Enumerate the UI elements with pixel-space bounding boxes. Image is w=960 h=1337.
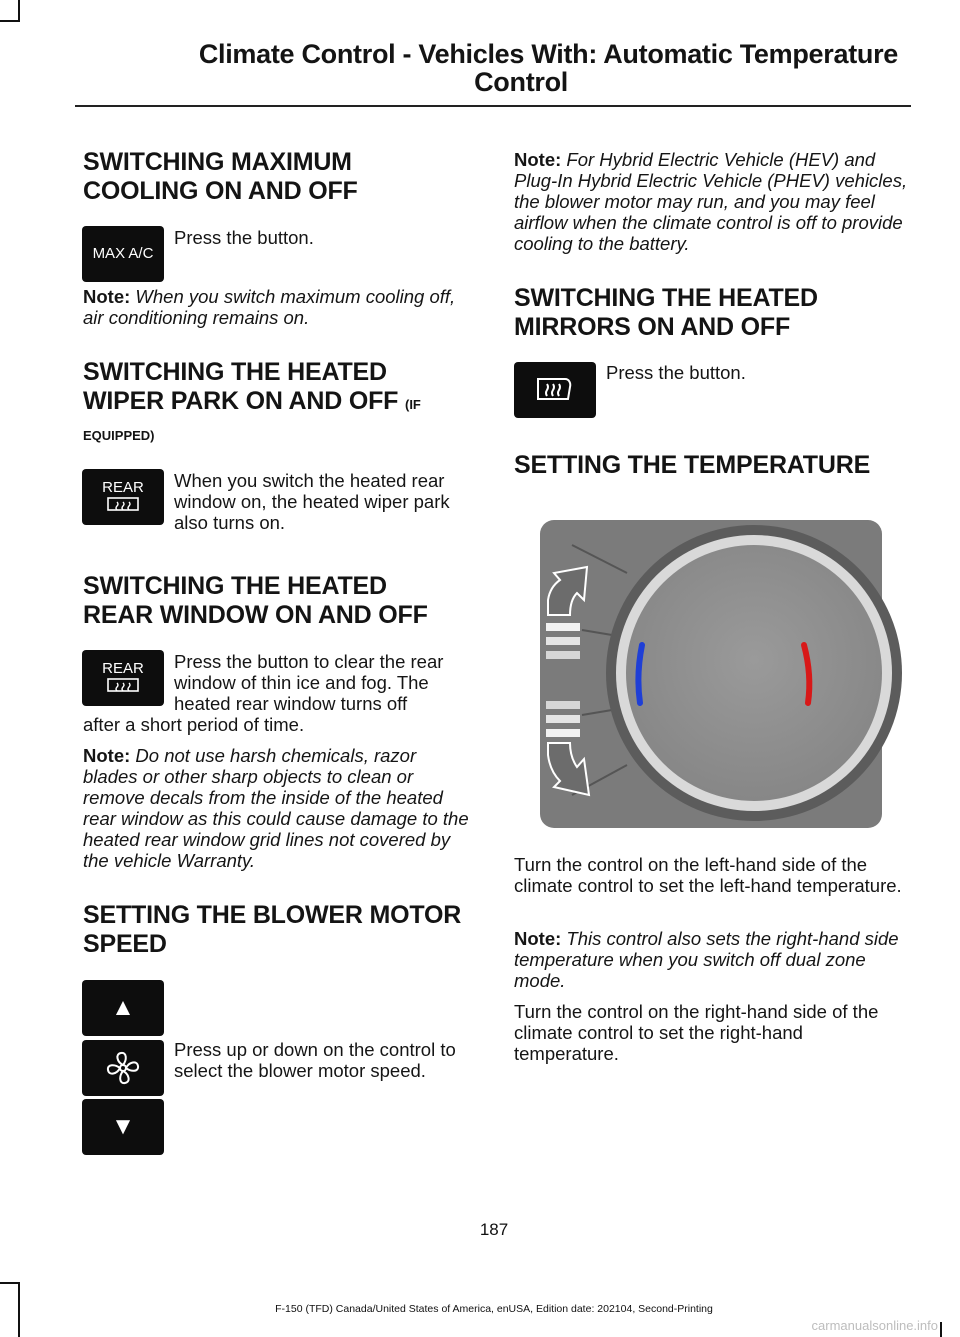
temperature-text-1: Turn the control on the left-hand side of the climate control to set the left-hand temperature. bbox=[514, 854, 902, 896]
rear-defrost-button-image-1 bbox=[82, 469, 164, 525]
fan-icon bbox=[103, 1048, 143, 1088]
rear-label-2: REAR bbox=[102, 660, 144, 677]
heated-wiper-heading: SWITCHING THE HEATED WIPER PARK ON AND OFF (IF bbox=[83, 358, 421, 415]
rear-defrost-button-image-2 bbox=[82, 650, 164, 706]
heated-rear-window-text-cont: after a short period of time. bbox=[83, 714, 305, 735]
heated-mirror-button-image bbox=[514, 362, 596, 418]
defrost-grid-icon bbox=[106, 677, 140, 695]
crop-mark-top-left-v bbox=[18, 0, 20, 22]
rear-label-1: REAR bbox=[102, 479, 144, 496]
crop-mark-bottom-left-h bbox=[0, 1282, 20, 1284]
blower-fan-button-image bbox=[82, 1040, 164, 1096]
max-cooling-heading: SWITCHING MAXIMUM COOLING ON AND OFF bbox=[83, 148, 358, 205]
crop-mark-top-left-h bbox=[0, 20, 20, 22]
page-number: 187 bbox=[479, 1220, 509, 1239]
max-cooling-instruction: Press the button. bbox=[174, 227, 314, 248]
dial-face bbox=[626, 545, 882, 801]
temperature-heading: SETTING THE TEMPERATURE bbox=[514, 451, 871, 479]
temperature-note: Note: This control also sets the right-hand side temperature when you switch off dual zone mode. bbox=[514, 928, 899, 991]
blower-up-button-image bbox=[82, 980, 164, 1036]
page-header bbox=[38, 40, 898, 96]
max-ac-button-image bbox=[82, 226, 164, 282]
heated-wiper-text: When you switch the heated rear window on, the heated wiper park also turns on. bbox=[174, 470, 450, 533]
up-arrow-icon: ▲ bbox=[111, 994, 135, 1021]
header-divider bbox=[75, 105, 911, 107]
temperature-text-2: Turn the control on the right-hand side of the climate control to set the right-hand temperature. bbox=[514, 1001, 879, 1064]
heated-wiper-heading-tag: EQUIPPED) bbox=[83, 428, 155, 443]
heated-mirror-icon bbox=[535, 375, 575, 405]
blower-text: Press up or down on the control to select the blower motor speed. bbox=[174, 1039, 456, 1081]
heated-mirrors-instruction: Press the button. bbox=[606, 362, 746, 383]
header-title-line2: Control bbox=[474, 67, 568, 97]
heated-mirrors-heading: SWITCHING THE HEATED MIRRORS ON AND OFF bbox=[514, 284, 818, 341]
header-title-line1: Climate Control - Vehicles With: Automatic Temperature bbox=[198, 39, 898, 69]
cold-indicator bbox=[638, 645, 642, 703]
blower-down-button-image bbox=[82, 1099, 164, 1155]
heated-rear-window-heading: SWITCHING THE HEATED REAR WINDOW ON AND OFF bbox=[83, 572, 428, 629]
crop-mark-bottom-right-v bbox=[940, 1322, 942, 1337]
temperature-dial-illustration bbox=[532, 505, 912, 835]
heated-rear-window-text: Press the button to clear the rear window of thin ice and fog. The heated rear window turns off bbox=[174, 651, 444, 714]
max-ac-label: MAX A/C bbox=[92, 245, 154, 262]
heated-rear-window-note: Note: Do not use harsh chemicals, razor blades or other sharp objects to clean or remove decals from the inside of the heated rear window as this could cause damage to the heated rear window grid lines not covered by the vehicle Warranty. bbox=[83, 745, 469, 871]
blower-heading: SETTING THE BLOWER MOTOR SPEED bbox=[83, 901, 462, 958]
watermark: carmanualsonline.info bbox=[811, 1318, 938, 1333]
down-arrow-icon: ▼ bbox=[111, 1113, 135, 1140]
edition-line: F-150 (TFD) Canada/United States of America, enUSA, Edition date: 202104, Second-Printing bbox=[275, 1303, 713, 1315]
defrost-grid-icon bbox=[106, 496, 140, 514]
hybrid-note: Note: For Hybrid Electric Vehicle (HEV) and Plug-In Hybrid Electric Vehicle (PHEV) vehicles, the blower motor may run, and you may feel airflow when the climate control is off to provide cooling to the battery. bbox=[514, 149, 908, 254]
max-cooling-note: Note: When you switch maximum cooling off, air conditioning remains on. bbox=[83, 286, 456, 328]
